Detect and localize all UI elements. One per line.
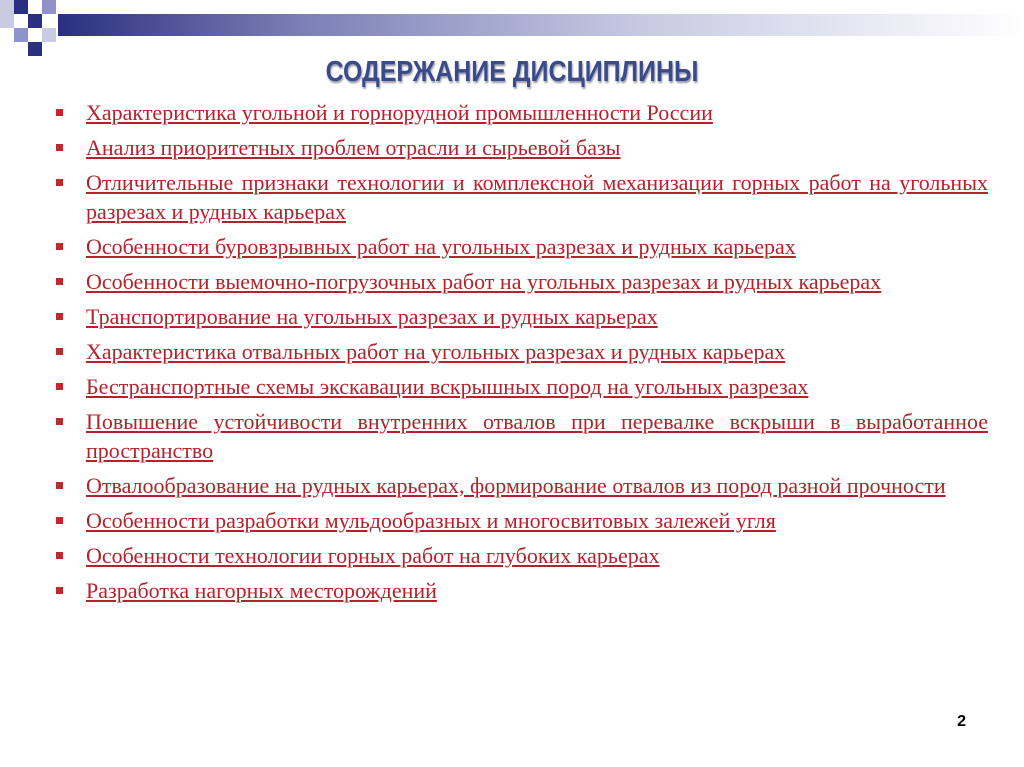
list-item-link[interactable]: Особенности технологии горных работ на глубоких карьерах xyxy=(86,543,660,568)
list-item xyxy=(50,267,988,296)
list-item-link[interactable]: Бестранспортные схемы экскавации вскрышных пород на угольных разрезах xyxy=(86,374,809,399)
square-bullet-icon xyxy=(56,313,63,320)
list-item-link[interactable]: Особенности выемочно-погрузочных работ на угольных разрезах и рудных карьерах xyxy=(86,269,882,294)
list-item xyxy=(50,168,988,226)
square-bullet-icon xyxy=(56,243,63,250)
list-item xyxy=(50,337,988,366)
list-item-link[interactable]: Повышение устойчивости внутренних отвалов при перевалке вскрыши в выработанное пространство xyxy=(86,409,988,463)
list-item-link[interactable]: Характеристика отвальных работ на угольных разрезах и рудных карьерах xyxy=(86,339,786,364)
page-title: СОДЕРЖАНИЕ ДИСЦИПЛИНЫ xyxy=(325,56,699,88)
list-item-link[interactable]: Отличительные признаки технологии и комплексной механизации горных работ на угольных разрезах и рудных карьерах xyxy=(86,170,988,224)
square-bullet-icon xyxy=(56,383,63,390)
square-bullet-icon xyxy=(56,348,63,355)
content-list xyxy=(50,98,988,611)
list-item xyxy=(50,541,988,570)
list-item xyxy=(50,407,988,465)
square-bullet-icon xyxy=(56,179,63,186)
list-item xyxy=(50,302,988,331)
list-item-link[interactable]: Анализ приоритетных проблем отрасли и сырьевой базы xyxy=(86,135,621,160)
list-item-link[interactable]: Характеристика угольной и горнорудной промышленности России xyxy=(86,100,713,125)
list-item xyxy=(50,576,988,605)
square-bullet-icon xyxy=(56,109,63,116)
square-bullet-icon xyxy=(56,552,63,559)
square-bullet-icon xyxy=(56,278,63,285)
square-bullet-icon xyxy=(56,517,63,524)
list-item-link[interactable]: Особенности буровзрывных работ на угольных разрезах и рудных карьерах xyxy=(86,234,796,259)
list-item xyxy=(50,506,988,535)
square-bullet-icon xyxy=(56,482,63,489)
list-item-link[interactable]: Транспортирование на угольных разрезах и рудных карьерах xyxy=(86,304,658,329)
list-item-link[interactable]: Особенности разработки мульдообразных и многосвитовых залежей угля xyxy=(86,508,776,533)
header-gradient-bar xyxy=(58,14,1024,36)
list-item-link[interactable]: Отвалообразование на рудных карьерах, формирование отвалов из пород разной прочности xyxy=(86,473,946,498)
page-number: 2 xyxy=(957,713,966,730)
list-item xyxy=(50,98,988,127)
square-bullet-icon xyxy=(56,418,63,425)
list-item xyxy=(50,232,988,261)
list-item xyxy=(50,471,988,500)
square-bullet-icon xyxy=(56,144,63,151)
list-item-link[interactable]: Разработка нагорных месторождений xyxy=(86,578,437,603)
square-bullet-icon xyxy=(56,587,63,594)
list-item xyxy=(50,133,988,162)
list-item xyxy=(50,372,988,401)
